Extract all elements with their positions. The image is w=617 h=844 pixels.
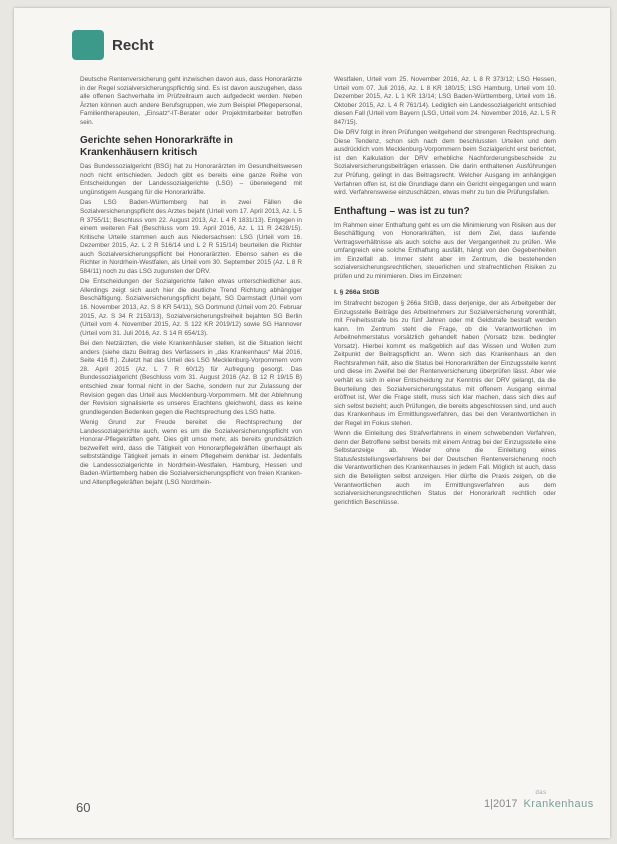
paragraph: Im Rahmen einer Enthaftung geht es um die Minimierung von Risiken aus der Beschäftigung von Honorarkräften, ist dem Ziel, dass laufende Vertragsverhältnisse als auch solche aus der Vergangenheit zu prüfen. Wie umfangreich eine solche Enthaftung ausfällt, hängt von den Gegebenheiten im Einzelfall ab. Immer steht aber im Zentrum, die bestehenden sozialversicherungsrechtlichen, steuerlichen und strafrechtlichen Risiken zu prüfen und zu minimieren. Dies im Einzelnen: (334, 221, 556, 280)
section-title: Recht (112, 36, 154, 54)
document-page (14, 8, 610, 838)
paragraph: Das Bundessozialgericht (BSG) hat zu Honorarärzten im Gesundheitswesen noch nicht entschieden. Jedoch gibt es bereits eine ganze Reihe von Entscheidungen der Landessozialgerichte (LSG) – überwiegend mit ungünstigem Ausgang für die Honorarkräfte. (80, 163, 302, 196)
section-heading: Enthaftung – was ist zu tun? (334, 205, 470, 217)
paragraph: Bei den Netzärzten, die viele Krankenhäuser stellen, ist die Situation leicht anders (siehe dazu Beitrag des Verfassers in „das Krankenhaus“ Mai 2016, Seite 416 ff.). Zuletzt hat das Urteil des LSG Mecklenburg-Vorpommern vom 28. April 2015 (Az. L 7 R 60/12) für Aufregung gesorgt. Das Bundessozialgericht (Beschluss vom 31. August 2016 (Az. B 12 R 19/15 B) entschied zwar formal nicht in der Sache, sondern nur zur Zulassung der Revision gegen das Urteil aus Mecklenburg-Vorpommern. Mit der Ablehnung der Revision signalisierte es unseres Erachtens gleichwohl, dass es keine grundlegenden Bedenken gegen die Rechtsprechung des LSG hatte. (80, 340, 302, 416)
subsection-heading: I. § 266a StGB (334, 289, 380, 297)
section-heading: Gerichte sehen Honorarkräfte in Krankenhäusern kritisch (80, 135, 233, 159)
section-header (72, 30, 154, 60)
right-column (334, 76, 556, 509)
magazine-logo-text: Krankenhaus (523, 798, 594, 810)
paragraph: Im Strafrecht bezogen § 266a StGB, dass derjenige, der als Arbeitgeber der Einzugsstelle Beiträge des Arbeitnehmers zur Sozialversicherung vorenthält, mit Freiheitsstrafe bis zu fünf Jahren oder mit Geldstrafe bestraft werden kann. Im Zentrum steht die Frage, ob die Verantwortlichen im Arbeitnehmerstatus vorsätzlich gehandelt haben (Vorsatz bzw. bedingter Vorsatz). Hierbei kommt es maßgeblich auf das Wissen und Wollen zum Zeitpunkt der Beitragspflicht an. Wenn sich das Krankenhaus an den Rechtsrahmen hält, also die Status bei Honorarkräften der Einzugsstelle kennt und diese im Zweifel bei der Rentenversicherung überprüfen lässt. Aber wie verhält es sich in einer Entscheidung zur Kenntnis der DRV gelangt, da die Beurteilung des Sozialversicherungsstatus mit offenem Ausgang einmal eröffnet ist, Wer die Frage stellt, muss sich klar machen, dass sich dies auf sich selbst bezieht; auch Prüfungen, die bereits abgeschlossen sind, und auch das Krankenhaus im Ermittlungsverfahren, das bei den Verantwortlichen in der Regel im Fokus stehen. (334, 300, 556, 427)
paragraph: Das LSG Baden-Württemberg hat in zwei Fällen die Sozialversicherungspflicht des Arztes bejaht (Urteil vom 17. April 2013, Az. L 5 R 3755/11; Beschluss vom 22. August 2013, Az. L 4 R 1831/13). Entgegen in einem weiteren Fall (Beschluss vom 19. April 2016, Az. L 11 R 2428/15). Kritische Urteile stammen auch aus Niedersachsen: LSG (Urteil vom 16. Dezember 2015, Az. L 2 R 516/14 und L 2 R 515/14) beurteilen die Richter auch Sozialversicherungspflicht bei Honorarärzten. Ebenso sahen es die Richter in Nordrhein-Westfalen, als Urteil vom 30. September 2015 (Az. L 8 R 584/11) noch zu das LSG zugunsten der DRV. (80, 199, 302, 275)
paragraph: Westfalen, Urteil vom 25. November 2016, Az. L 8 R 373/12; LSG Hessen, Urteil vom 07. Juli 2016, Az. L 8 KR 180/15; LSG Hamburg, Urteil vom 10. Dezember 2015, Az. L 1 KR 13/14; LSG Baden-Württemberg, Urteil vom 16. Oktober 2015, Az. L 4 R 761/14). Lediglich ein Landessozialgericht entschied diesen Fall (Urteil vom Bayern (LSG, Urteil vom 24. November 2016, Az. L 5 R 847/15). (334, 76, 556, 126)
magazine-logo (523, 790, 594, 810)
paragraph: Die DRV folgt in ihren Prüfungen weitgehend der strengeren Rechtsprechung. Diese Tendenz, schon sich nach dem beschlussten Urteilen und dem ausdrücklich vom Mecklenburg-Vorpommern beim Sozialgericht erst berichtet, ist den Kalkulation der DRV erhebliche Nachforderungsbescheide zu Sozialversicherungsbeiträgen erlassen. Die darin enthaltenen Ausführungen zur Prüfung, gelingt in das Beitragsrecht. Welcher Ausgang im anhängigen Verfahren offen ist, ist die Grundlage dann ein Gericht eingegangen und wann wird. Verfahrensweise einzuschätzen, etwas mehr zu tun die Prüfungsfallen. (334, 129, 556, 197)
paragraph: Deutsche Rentenversicherung geht inzwischen davon aus, dass Honorarärzte in der Regel sozialversicherungspflichtig sind. Es ist davon auszugehen, dass alle offenen Sachverhalte im Prüfzeitraum auch aufgedeckt werden. Neben Ärzten können auch andere Berufsgruppen, wie zum Beispiel Pflegepersonal, Familientherapeuten, „Einsatz“-IT-Berater oder Projektmitarbeiter betroffen sein. (80, 76, 302, 126)
page-number: 60 (76, 800, 91, 815)
left-column (80, 76, 302, 490)
paragraph: Wenn die Einleitung des Strafverfahrens in einem schwebenden Verfahren, denn der Betroffene selbst bereits mit einem Antrag bei der Einzugsstelle eine Selbstanzeige ab. Weder ohne die Einleitung eines Statusfeststellungsverfahrens bei der Deutschen Rentenversicherung noch die Verantwortlichen des Krankenhauses in jedem Fall. Möglich ist auch, dass sich die Beteiligten selbst anzeigen. Hier dürfte die Praxis zeigen, ob die Verantwortlichen auch im Ermittlungsverfahren aus dem sozialversicherungsrechtlichen Status der Honorarkraft rechtlich oder gerichtlich Beschlüsse. (334, 430, 556, 506)
paragraph: Wenig Grund zur Freude bereitet die Rechtsprechung der Landessozialgerichte auch, wenn es um die Sozialversicherungspflicht von Honorar-Pflegekräften geht. Dies gilt umso mehr, als bereits grundsätzlich bezweifelt wird, dass die Tätigkeit von Honorarpflegekräften überhaupt als selbstständige Tätigkeit jemals in einem Pflegeheim denkbar ist. Jedenfalls die Landessozialgerichte in Nordrhein-Westfalen, Hamburg, Hessen und Baden-Württemberg haben die Sozialversicherungspflicht von freien Kranken- und Altenpflegekräften bejaht (LSG Nordrhein- (80, 419, 302, 486)
issue-number: 1|2017 (484, 798, 518, 810)
paragraph: Die Entscheidungen der Sozialgerichte fallen etwas unterschiedlicher aus. Allerdings zeigt sich auch hier die deutliche Trend Richtung abhängiger Beschäftigung. Sozialversicherungspflicht bejaht, SG Darmstadt (Urteil vom 16. November 2013, Az. S 8 KR 54/11), SG Dortmund (Urteil vom 20. Februar 2015, Az. S 34 R 2153/13), Sozialversicherungsfreiheit bejahten SG Berlin (Urteil vom 4. November 2015, Az. S 122 KR 2019/12) sowie SG Hannover (Urteil vom 31. Juli 2016, Az. S 14 R 654/13). (80, 278, 302, 337)
magazine-logo-prefix: das (535, 790, 547, 796)
section-color-block (72, 30, 104, 60)
footer-brand (484, 790, 594, 810)
